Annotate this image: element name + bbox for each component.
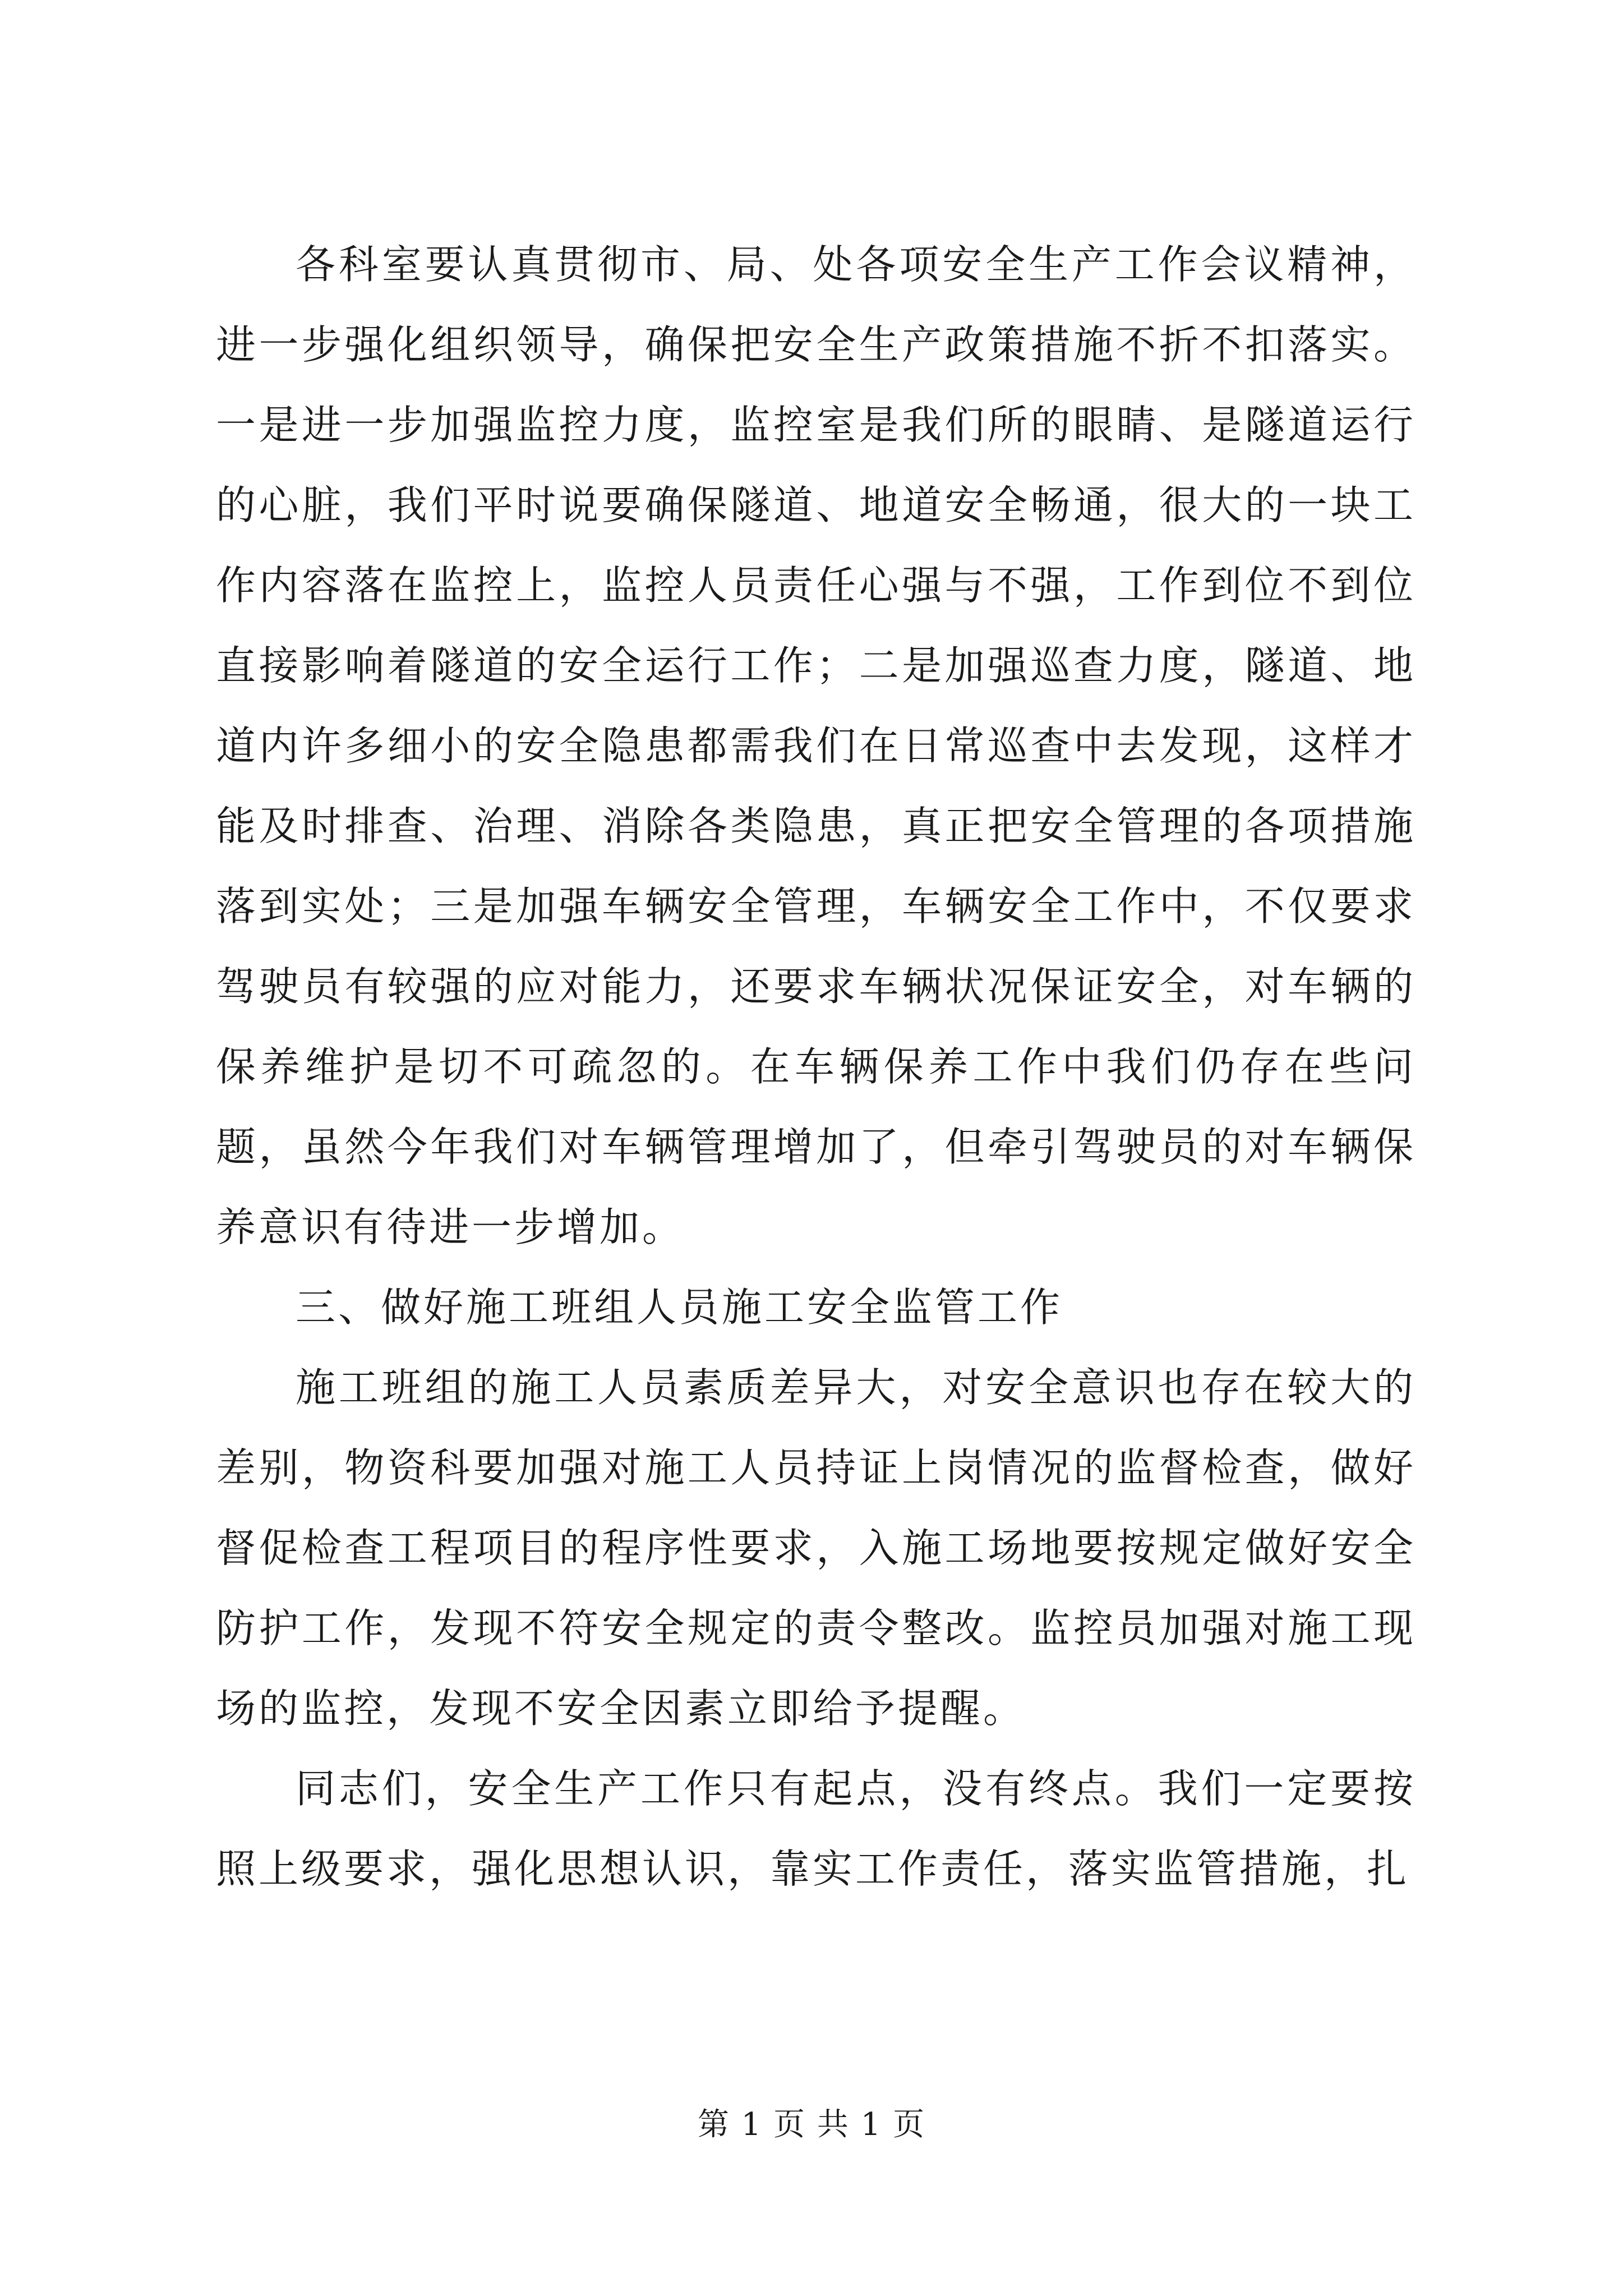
document-body	[216, 224, 1416, 1909]
body-paragraph-1: 各科室要认真贯彻市、局、处各项安全生产工作会议精神，进一步强化组织领导，确保把安全生产政策措施不折不扣落实。一是进一步加强监控力度，监控室是我们所的眼睛、是隧道运行的心脏，我们平时说要确保隧道、地道安全畅通，很大的一块工作内容落在监控上，监控人员责任心强与不强，工作到位不到位直接影响着隧道的安全运行工作；二是加强巡查力度，隧道、地道内许多细小的安全隐患都需我们在日常巡查中去发现，这样才能及时排查、治理、消除各类隐患，真正把安全管理的各项措施落到实处；三是加强车辆安全管理，车辆安全工作中，不仅要求驾驶员有较强的应对能力，还要求车辆状况保证安全，对车辆的保养维护是切不可疏忽的。在车辆保养工作中我们仍存在些问题，虽然今年我们对车辆管理增加了，但牵引驾驶员的对车辆保养意识有待进一步增加。	[216, 241, 1416, 1250]
body-paragraph-2: 施工班组的施工人员素质差异大，对安全意识也存在较大的差别，物资科要加强对施工人员持证上岗情况的监督检查，做好督促检查工程项目的程序性要求，入施工场地要按规定做好安全防护工作，发现不符安全规定的责令整改。监控员加强对施工现场的监控，发现不安全因素立即给予提醒。	[216, 1364, 1416, 1732]
page-footer: 第 1 页 共 1 页	[697, 2106, 926, 2143]
body-paragraph-3: 同志们，安全生产工作只有起点，没有终点。我们一定要按照上级要求，强化思想认识，靠实工作责任，落实监管措施，扎	[216, 1765, 1416, 1892]
section-heading-3: 三、做好施工班组人员施工安全监管工作	[296, 1284, 1063, 1331]
